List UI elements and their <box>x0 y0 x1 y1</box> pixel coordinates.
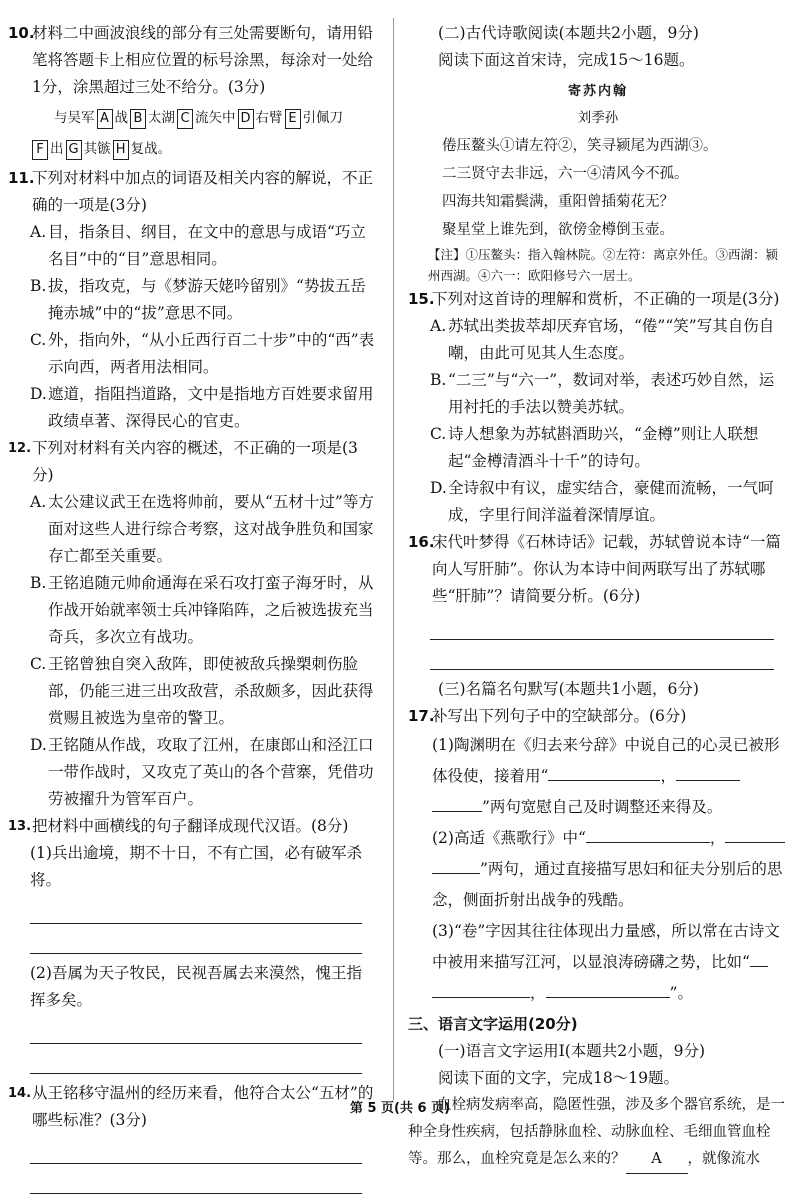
passage-text: 血栓病发病率高，隐匿性强，涉及多个器官系统，是一种全身性疾病，包括静脉血栓、动脉血栓、毛细血管血栓等。那么，血栓究竟是怎么来的？ <box>408 1097 785 1167</box>
question-text: 下列对材料有关内容的概述，不正确的一项是(3分) <box>32 439 358 484</box>
option-d[interactable] <box>408 475 788 529</box>
option-letter: D. <box>430 479 447 497</box>
answer-line[interactable] <box>430 610 774 640</box>
option-letter: A. <box>430 317 447 335</box>
fill-text: ”两句，通过直接描写思妇和征夫分别后的思念，侧面折射出战争的残酷。 <box>432 860 783 909</box>
option-c[interactable] <box>8 651 376 732</box>
fill-blank[interactable] <box>725 842 785 843</box>
segment: 战 <box>114 110 128 126</box>
fill-blank[interactable] <box>546 997 670 998</box>
option-d[interactable] <box>8 381 376 435</box>
option-text: 遮道，指阻挡道路，文中是指地方百姓要求留用政绩卓著、深得民心的官吏。 <box>48 385 374 430</box>
option-letter: D. <box>30 736 47 754</box>
option-a[interactable] <box>8 219 376 273</box>
segment: 流矢中 <box>195 110 236 126</box>
question-number: 11. <box>8 169 35 187</box>
section-heading: (一)语言文字运用Ⅰ(本题共2小题，9分) <box>438 1042 706 1060</box>
poem-line: 二三贤守去非远，六一④清风今不孤。 <box>442 166 689 182</box>
option-text: 王铭曾独自突入敌阵，即使被敌兵操槊刺伤脸部，仍能三进三出攻敌营，杀敌颇多，因此获得赏赐且被选为皇帝的警卫。 <box>48 655 374 727</box>
segmentation-line-2 <box>8 136 376 163</box>
blank-a[interactable]: A <box>626 1146 688 1174</box>
segment: 太湖 <box>148 110 175 126</box>
answer-line[interactable] <box>30 1014 362 1044</box>
segment: 复战。 <box>130 141 172 157</box>
question-text: 下列对这首诗的理解和赏析，不正确的一项是(3分) <box>432 290 780 308</box>
fill-text: (2)高适《燕歌行》中“ <box>432 829 586 847</box>
option-letter: C. <box>30 331 47 349</box>
instruction: 阅读下面的文字，完成18～19题。 <box>438 1069 679 1087</box>
answer-line[interactable] <box>30 894 362 924</box>
question-11 <box>8 165 376 219</box>
poem-note: 【注】①压鳌头：指入翰林院。②左符：离京外任。③西湖：颍州西湖。④六一：欧阳修号六一居士。 <box>428 247 779 283</box>
question-text: 下列对材料中加点的词语及相关内容的解说，不正确的一项是(3分) <box>32 169 374 214</box>
column-divider <box>393 18 394 1100</box>
question-15 <box>408 286 788 313</box>
option-b[interactable] <box>8 273 376 327</box>
mark-box[interactable]: H <box>113 140 129 160</box>
poem-line: 倦压鳌头①请左符②，笑寻颍尾为西湖③。 <box>442 138 718 154</box>
segment: 出 <box>50 141 64 157</box>
option-text: 全诗叙中有议，虚实结合，豪健而流畅，一气呵成，字里行间洋溢着深情厚谊。 <box>448 479 774 524</box>
mark-box[interactable]: B <box>130 109 146 129</box>
question-text: 材料二中画波浪线的部分有三处需要断句，请用铅笔将答题卡上相应位置的标号涂黑，每涂对一处给1分，涂黑超过三处不给分。(3分) <box>32 24 374 96</box>
question-16 <box>408 529 788 610</box>
question-text: 补写出下列句子中的空缺部分。(6分) <box>432 707 687 725</box>
poem-title: 寄苏内翰 <box>567 84 628 99</box>
question-number: 17. <box>408 707 435 725</box>
fill-blank[interactable] <box>548 780 660 781</box>
fill-text: (3)“卷”字因其往往体现出力量感，所以常在古诗文中被用来描写江河，以显浪涛磅礴之势，比如“ <box>432 922 780 971</box>
mark-box[interactable]: C <box>177 109 193 129</box>
fill-blank[interactable] <box>432 997 530 998</box>
mark-box[interactable]: A <box>97 109 113 129</box>
passage-text: ，就像流水 <box>687 1151 760 1167</box>
poem-line: 四海共知霜鬓满，重阳曾插菊花无？ <box>442 194 674 210</box>
option-letter: B. <box>30 574 47 592</box>
mark-box[interactable]: G <box>66 140 82 160</box>
right-column <box>408 20 788 1174</box>
mark-box[interactable]: F <box>32 140 48 160</box>
option-text: 拔，指攻克，与《梦游天姥吟留别》“势拔五岳掩赤城”中的“拔”意思不同。 <box>48 277 366 322</box>
question-number: 12. <box>8 441 32 456</box>
option-a[interactable] <box>8 489 376 570</box>
question-13 <box>8 813 376 840</box>
sentence-2: (2)吾属为天子牧民，民视吾属去来漠然，愧王指挥多矣。 <box>30 964 362 1009</box>
sentence-1: (1)兵出逾境，期不十日，不有亡国，必有破军杀将。 <box>30 844 362 889</box>
option-text: 王铭随从作战，攻取了江州，在康郎山和泾江口一带作战时，又攻克了英山的各个营寨，凭借功劳被擢升为管军百户。 <box>48 736 374 808</box>
fill-blank[interactable] <box>750 966 768 967</box>
option-letter: D. <box>30 385 47 403</box>
fill-text: (1)陶渊明在《归去来兮辞》中说自己的心灵已被形体役使，接着用“ <box>432 736 780 785</box>
option-b[interactable] <box>408 367 788 421</box>
question-number: 15. <box>408 290 435 308</box>
option-b[interactable] <box>8 570 376 651</box>
question-text: 从王铭移守温州的经历来看，他符合太公“五材”的哪些标准？(3分) <box>32 1084 374 1129</box>
option-text: 目，指条目、纲目，在文中的意思与成语“巧立名目”中的“目”意思相同。 <box>48 223 366 268</box>
answer-line[interactable] <box>30 1164 362 1194</box>
option-text: 苏轼出类拔萃却厌弃官场，“倦”“笑”写其自伤自嘲，由此可见其人生态度。 <box>448 317 775 362</box>
question-12 <box>8 435 376 489</box>
question-10 <box>8 20 376 101</box>
fill-text: ”。 <box>669 984 693 1002</box>
option-text: 王铭追随元帅俞通海在采石攻打蛮子海牙时，从作战开始就率领士兵冲锋陷阵，之后被选拔充当奇兵，多次立有战功。 <box>48 574 374 646</box>
option-d[interactable] <box>8 732 376 813</box>
question-number: 14. <box>8 1086 32 1101</box>
option-text: 太公建议武王在选将帅前，要从“五材十过”等方面对这些人进行综合考察，这对战争胜负和国家存亡都至关重要。 <box>48 493 374 565</box>
option-letter: C. <box>430 425 447 443</box>
question-number: 13. <box>8 819 32 834</box>
segment: 其镞 <box>83 141 111 157</box>
option-letter: A. <box>30 493 47 511</box>
page-footer: 第 5 页(共 6 页) <box>349 1101 451 1116</box>
question-number: 16. <box>408 533 435 551</box>
option-letter: B. <box>430 371 447 389</box>
mark-box[interactable]: E <box>285 109 301 129</box>
part-heading: 三、语言文字运用(20分) <box>408 1015 578 1033</box>
fill-item-2: (2)高适《燕歌行》中“ ， ”两句，通过直接描写思妇和征夫分别后的思念，侧面折射出战争的残酷。 <box>408 823 788 916</box>
option-a[interactable] <box>408 313 788 367</box>
option-letter: B. <box>30 277 47 295</box>
fill-blank[interactable] <box>586 842 710 843</box>
question-text: 宋代叶梦得《石林诗话》记载，苏轼曾说本诗“一篇向人写肝肺”。你认为本诗中间两联写出了苏轼哪些“肝肺”？请简要分析。(6分) <box>432 533 781 605</box>
poem-line: 聚星堂上谁先到，欲傍金樽倒玉壶。 <box>442 222 674 238</box>
segment: 与吴军 <box>54 110 95 126</box>
option-text: 诗人想象为苏轼斟酒助兴，“金樽”则让人联想起“金樽清酒斗十千”的诗句。 <box>448 425 759 470</box>
poem-author: 刘季孙 <box>577 110 619 126</box>
fill-text: ”两句宽慰自己及时调整还来得及。 <box>482 798 723 816</box>
answer-line[interactable] <box>30 1044 362 1074</box>
fill-item-3: (3)“卷”字因其往往体现出力量感，所以常在古诗文中被用来描写江河，以显浪涛磅礴之势，比如“ ， ”。 <box>432 922 780 1002</box>
answer-line[interactable] <box>30 924 362 954</box>
option-c[interactable] <box>408 421 788 475</box>
left-column <box>8 20 376 1194</box>
option-text: “二三”与“六一”，数词对举，表述巧妙自然，运用衬托的手法以赞美苏轼。 <box>448 371 775 416</box>
fill-blank[interactable] <box>676 780 740 781</box>
segment: 右臂 <box>255 110 283 126</box>
option-c[interactable] <box>8 327 376 381</box>
segment: 引佩刀 <box>302 110 344 126</box>
fill-item-1: (1)陶渊明在《归去来兮辞》中说自己的心灵已被形体役使，接着用“ ， ”两句宽慰自己及时调整还来得及。 <box>432 736 780 816</box>
option-letter: A. <box>30 223 47 241</box>
instruction: 阅读下面这首宋诗，完成15～16题。 <box>438 51 695 69</box>
fill-blank[interactable] <box>432 873 480 874</box>
segmentation-line <box>8 105 376 132</box>
mark-box[interactable]: D <box>238 109 254 129</box>
question-text: 把材料中画横线的句子翻译成现代汉语。(8分) <box>32 817 349 835</box>
question-number: 10. <box>8 24 35 42</box>
option-letter: C. <box>30 655 47 673</box>
answer-line[interactable] <box>30 1134 362 1164</box>
fill-blank[interactable] <box>432 811 482 812</box>
question-17 <box>408 703 788 730</box>
section-heading: (二)古代诗歌阅读(本题共2小题，9分) <box>438 24 699 42</box>
section-heading: (三)名篇名句默写(本题共1小题，6分) <box>438 680 699 698</box>
option-text: 外，指向外，“从小丘西行百二十步”中的“西”表示向西，两者用法相同。 <box>48 331 375 376</box>
answer-line[interactable] <box>430 640 774 670</box>
